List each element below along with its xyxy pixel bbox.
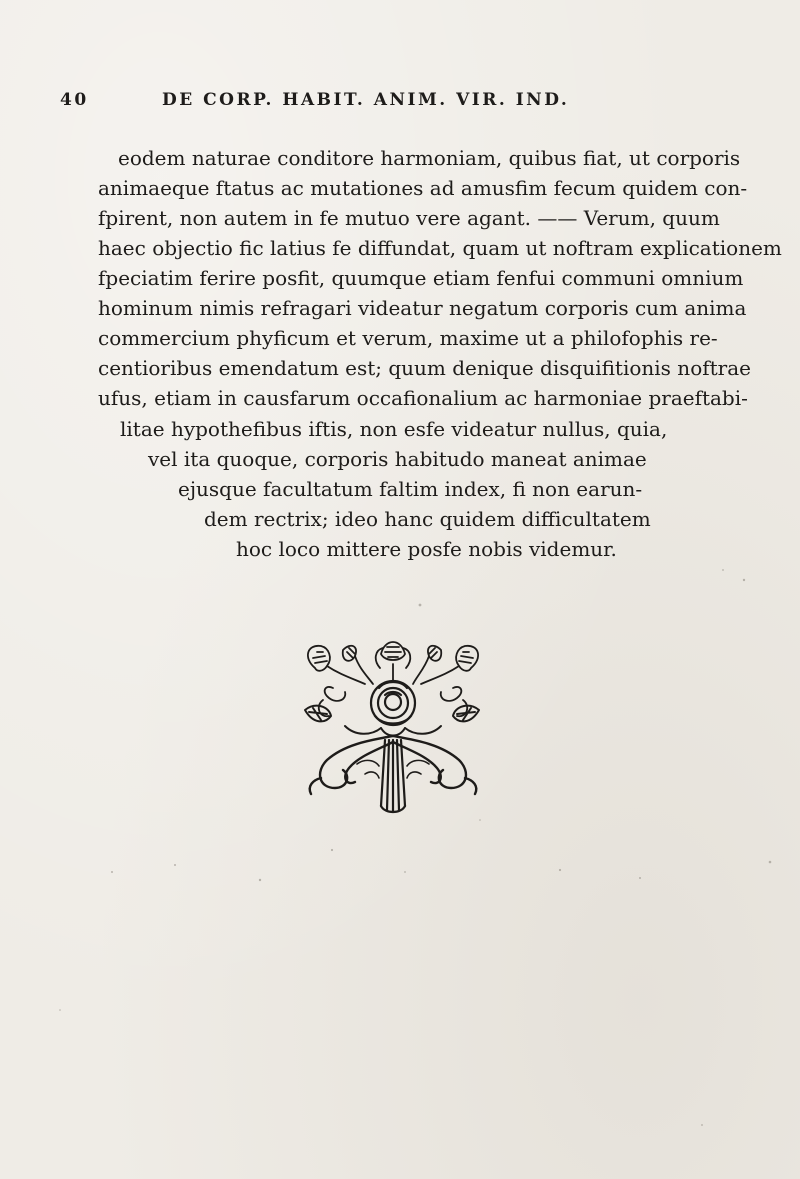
- text-line: vel ita quoque, corporis habitudo maneat animae: [148, 447, 647, 471]
- text-line: eodem naturae conditore harmoniam, quibus fiat, ut corporis: [118, 146, 741, 170]
- text-line: haec objectio fic latius fe diffundat, quam ut noftram explicationem: [98, 236, 782, 260]
- text-line: fpirent, non autem in fe mutuo vere agant. —— Verum, quum: [98, 206, 720, 230]
- running-title: DE CORP. HABIT. ANIM. VIR. IND.: [162, 90, 570, 110]
- text-line: litae hypothefibus iftis, non esfe videatur nullus, quia,: [120, 417, 668, 441]
- text-line: centioribus emendatum est; quum denique disquifitionis noftrae: [98, 356, 751, 380]
- floral-rose-vignette-icon: [285, 628, 500, 818]
- text-line: fpeciatim ferire posfit, quumque etiam fenfui communi omnium: [98, 266, 744, 290]
- text-line: commercium phyficum et verum, maxime ut a philofophis re-: [98, 326, 718, 350]
- running-header: [60, 90, 740, 118]
- text-line: ejusque facultatum faltim index, fi non earun-: [178, 477, 643, 501]
- page-number: 40: [60, 90, 89, 110]
- text-line: animaeque ftatus ac mutationes ad amusfim fecum quidem con-: [98, 176, 748, 200]
- text-line: dem rectrix; ideo hanc quidem difficultatem: [204, 507, 651, 531]
- text-line: ufus, etiam in causfarum occafionalium ac harmoniae praeftabi-: [98, 386, 748, 410]
- text-line: hoc loco mittere posfe nobis videmur.: [236, 537, 617, 561]
- text-line: hominum nimis refragari videatur negatum corporis cum anima: [98, 296, 747, 320]
